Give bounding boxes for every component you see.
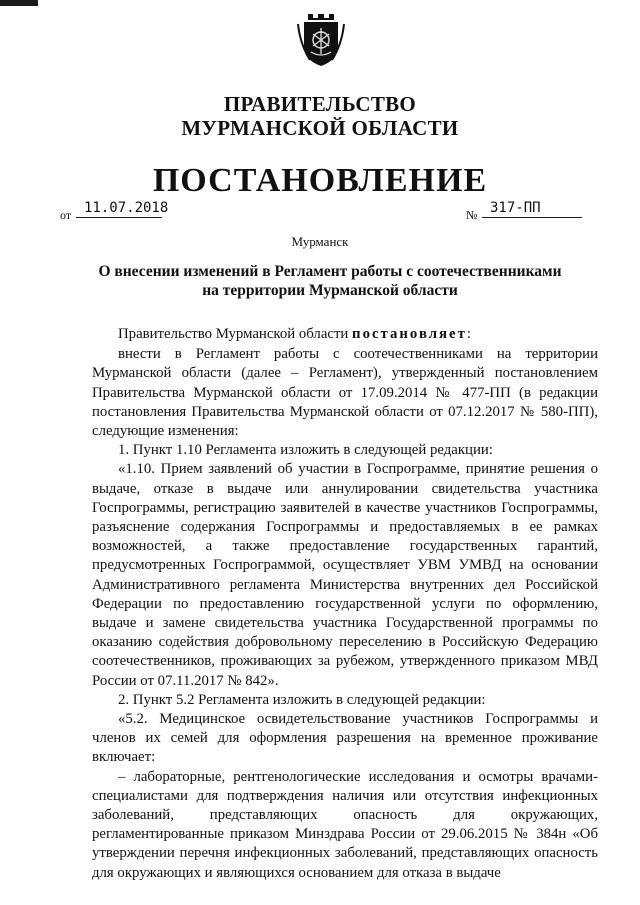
body-paragraph-resolution bbox=[92, 325, 598, 344]
resolution-keyword: постановляет bbox=[352, 326, 467, 342]
date-value: 11.07.2018 bbox=[84, 200, 169, 216]
number-label: № bbox=[466, 208, 478, 222]
government-title-line2: МУРМАНСКОЙ ОБЛАСТИ bbox=[181, 116, 459, 140]
body-paragraph-item1: 1. Пункт 1.10 Регламента изложить в следующей редакции: bbox=[118, 442, 493, 459]
document-subject bbox=[60, 262, 600, 300]
scan-edge-mark bbox=[0, 0, 38, 6]
subject-line2: на территории Мурманской области bbox=[202, 282, 458, 299]
resolution-lead: Правительство Мурманской области bbox=[118, 326, 353, 342]
body-paragraph-item2-text: «5.2. Медицинское освидетельствование участников Госпрограммы и членов их семей для оформления разрешения на временное проживание включает: bbox=[92, 711, 598, 766]
resolution-tail: : bbox=[466, 326, 472, 342]
document-type-title: ПОСТАНОВЛЕНИЕ bbox=[152, 162, 488, 199]
number-underline bbox=[482, 217, 582, 218]
body-paragraph-item2: 2. Пункт 5.2 Регламента изложить в следующей редакции: bbox=[118, 691, 486, 708]
date-label: от bbox=[60, 208, 72, 222]
document-body bbox=[92, 325, 598, 883]
subject-line1: О внесении изменений в Регламент работы с соотечественниками bbox=[98, 263, 562, 280]
body-paragraph-item1-text: «1.10. Прием заявлений об участии в Госпрограмме, принятие решения о выдаче, отказе в выдаче или аннулировании свидетельства участника Госпрограммы, регистрацию заявителей в качестве участников Госпрограммы, разъяснение содержания Госпрограммы и предоставляемых в ее рамках возможностей, а также предоставление государственных гарантий, предусмотренных Госпрограммой, осуществляет УВМ УМВД на основании Административного регламента Министерства внутренних дел Российской Федерации по предоставлению государственной услуги по оформлению, выдаче и замене свидетельства участника Государственной программы по оказанию содействия добровольному переселению в Российскую Федерацию соотечественников, проживающих за рубежом, утвержденного приказом МВД России от 07.11.2017 № 842». bbox=[92, 461, 598, 689]
body-paragraph-amend: внести в Регламент работы с соотечественниками на территории Мурманской области (далее – Регламент), утвержденный постановлением Правительства Мурманской области от 17.09.2014 № 477-ПП (в редакции постановления Правительства Мурманской области от 07.12.2017 № 580-ПП), следующие изменения: bbox=[92, 346, 598, 440]
government-title-line1: ПРАВИТЕЛЬСТВО bbox=[223, 92, 417, 116]
body-paragraph-item2-list: – лабораторные, рентгенологические исследования и осмотры врачами-специалистами для подтверждения наличия или отсутствия инфекционных заболеваний, представляющих опасность для окружающих, регламентированные приказом Минздрава России от 29.06.2015 № 384н «Об утверждении перечня инфекционных заболеваний, представляющих опасность для окружающих и являющихся основанием для отказа в выдаче bbox=[92, 768, 598, 881]
date-underline bbox=[76, 217, 162, 218]
city-label: Мурманск bbox=[291, 234, 349, 249]
number-value: 317-ПП bbox=[490, 200, 541, 216]
coat-of-arms-icon bbox=[296, 10, 346, 68]
